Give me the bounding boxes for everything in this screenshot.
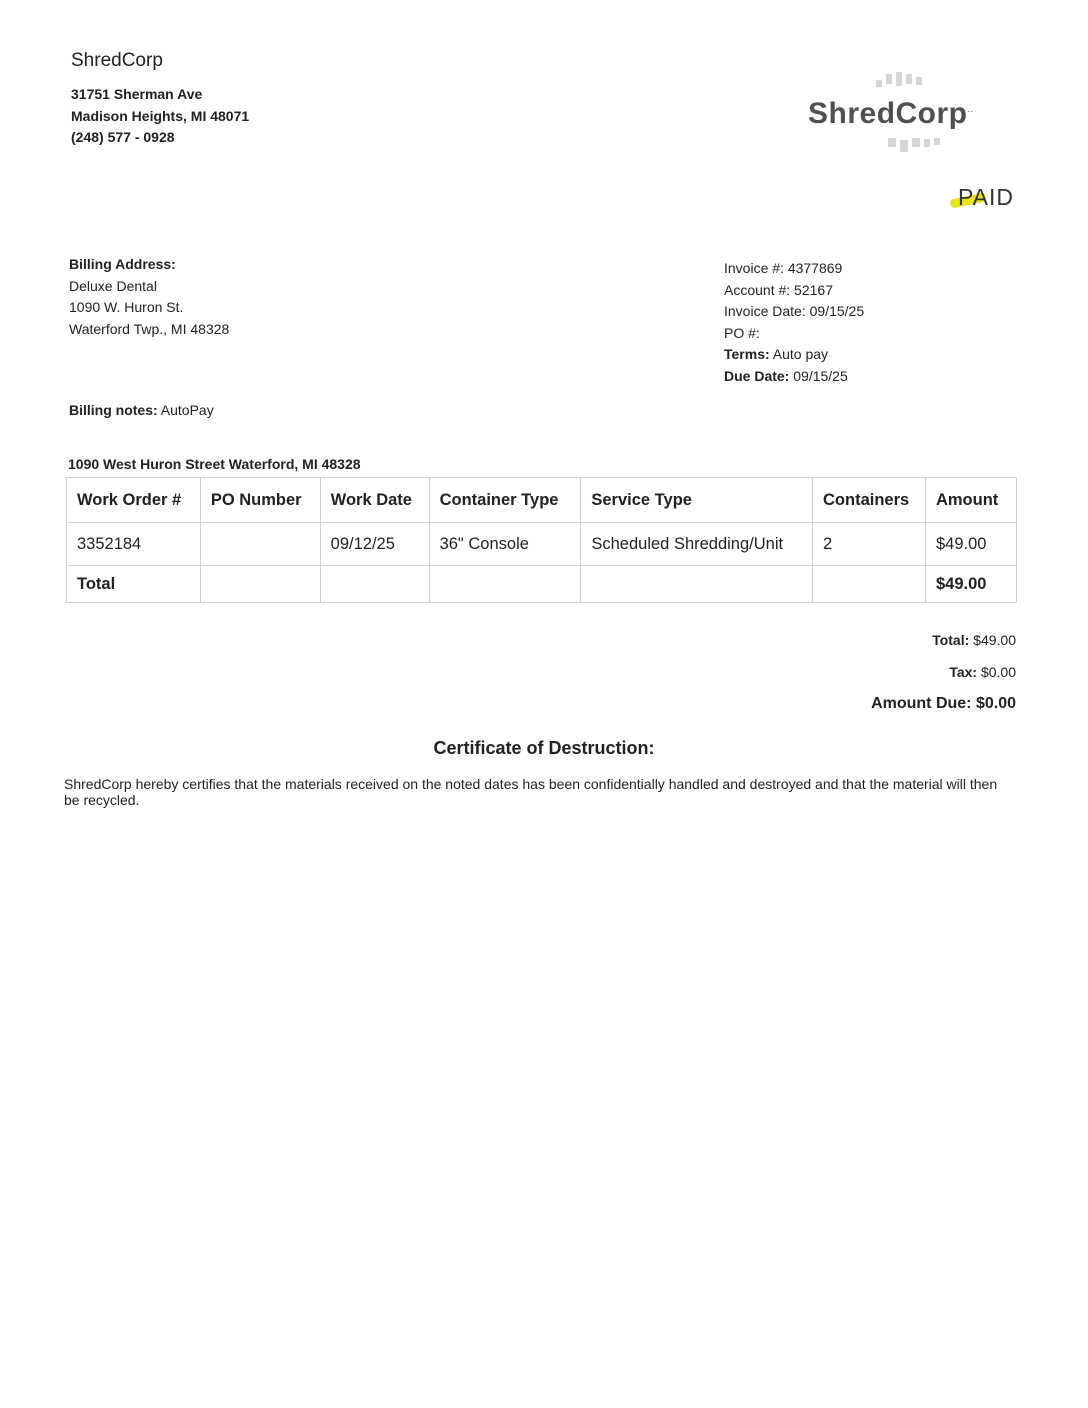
total-row-label: Total bbox=[67, 566, 201, 603]
terms-label: Terms: bbox=[724, 346, 770, 362]
invoice-date-row bbox=[724, 301, 864, 323]
cell-containers: 2 bbox=[813, 523, 926, 566]
cell-amount: $49.00 bbox=[925, 523, 1016, 566]
total-row-empty bbox=[200, 566, 320, 603]
service-address: 1090 West Huron Street Waterford, MI 48328 bbox=[68, 456, 361, 472]
summary-total-value: $49.00 bbox=[973, 632, 1016, 648]
company-address-line2: Madison Heights, MI 48071 bbox=[71, 107, 250, 124]
total-row-empty bbox=[581, 566, 813, 603]
billing-notes-label: Billing notes: bbox=[69, 402, 158, 418]
total-row-amount: $49.00 bbox=[925, 566, 1016, 603]
summary-total bbox=[932, 632, 1016, 648]
paid-stamp-text: PAID bbox=[958, 184, 1014, 210]
invoice-number: 4377869 bbox=[787, 260, 843, 276]
col-header-amount: Amount bbox=[925, 478, 1016, 523]
col-header-po-number: PO Number bbox=[200, 478, 320, 523]
col-header-work-date: Work Date bbox=[320, 478, 429, 523]
col-header-container-type: Container Type bbox=[429, 478, 581, 523]
cell-service-type: Scheduled Shredding/Unit bbox=[581, 523, 813, 566]
account-number-row bbox=[724, 280, 864, 302]
company-logo bbox=[808, 72, 1018, 158]
total-row-empty bbox=[429, 566, 581, 603]
billing-name: Deluxe Dental bbox=[69, 277, 157, 294]
summary-tax bbox=[949, 664, 1016, 680]
logo-wordmark bbox=[808, 97, 974, 131]
cell-work-date: 09/12/25 bbox=[320, 523, 429, 566]
summary-tax-value: $0.00 bbox=[980, 664, 1016, 680]
terms-value: Auto pay bbox=[772, 346, 829, 362]
po-label: PO #: bbox=[724, 324, 760, 341]
table-total-row bbox=[67, 566, 1017, 603]
account-number: 52167 bbox=[794, 281, 833, 298]
table-row bbox=[67, 523, 1017, 566]
summary-due-value: $0.00 bbox=[975, 695, 1016, 712]
total-row-empty bbox=[320, 566, 429, 603]
certificate-text: ShredCorp hereby certifies that the materials received on the noted dates has been confidentially handled and destroyed and that the material will then be recycled. bbox=[64, 776, 998, 808]
billing-street: 1090 W. Huron St. bbox=[69, 299, 184, 315]
col-header-service-type: Service Type bbox=[581, 478, 813, 523]
summary-due-label: Amount Due: bbox=[871, 695, 972, 712]
logo-trademark: .. bbox=[967, 104, 974, 114]
company-name: ShredCorp bbox=[71, 50, 163, 71]
billing-city: Waterford Twp., MI 48328 bbox=[69, 320, 230, 337]
company-address-line1: 31751 Sherman Ave bbox=[71, 86, 203, 102]
billing-address-label: Billing Address: bbox=[69, 256, 176, 272]
col-header-containers: Containers bbox=[813, 478, 926, 523]
table-header-row bbox=[67, 478, 1017, 523]
summary-tax-label: Tax: bbox=[949, 664, 978, 680]
col-header-work-order: Work Order # bbox=[67, 478, 201, 523]
company-address bbox=[71, 84, 249, 149]
invoice-number-label: Invoice #: bbox=[724, 260, 784, 276]
po-row bbox=[724, 323, 864, 345]
billing-notes bbox=[69, 402, 214, 418]
invoice-number-row bbox=[724, 258, 864, 280]
cell-work-order: 3352184 bbox=[67, 523, 201, 566]
invoice-date-label: Invoice Date: bbox=[724, 303, 806, 319]
billing-address bbox=[69, 254, 229, 340]
company-phone: (248) 577 - 0928 bbox=[71, 129, 175, 145]
line-items-table bbox=[66, 477, 1017, 603]
due-date-label: Due Date: bbox=[724, 367, 790, 384]
logo-wordmark-text: ShredCorp bbox=[808, 97, 968, 130]
paid-stamp bbox=[950, 182, 1025, 216]
summary-total-label: Total: bbox=[932, 632, 970, 648]
account-number-label: Account #: bbox=[724, 281, 791, 298]
summary-amount-due bbox=[871, 695, 1016, 713]
cell-po-number bbox=[200, 523, 320, 566]
due-date: 09/15/25 bbox=[793, 367, 848, 384]
due-date-row bbox=[724, 366, 864, 388]
invoice-date: 09/15/25 bbox=[809, 303, 865, 319]
billing-notes-value: AutoPay bbox=[160, 402, 214, 418]
cell-container-type: 36" Console bbox=[429, 523, 581, 566]
invoice-info bbox=[724, 258, 864, 387]
total-row-empty bbox=[813, 566, 926, 603]
terms-row bbox=[724, 344, 864, 366]
certificate-title: Certificate of Destruction: bbox=[433, 738, 655, 758]
